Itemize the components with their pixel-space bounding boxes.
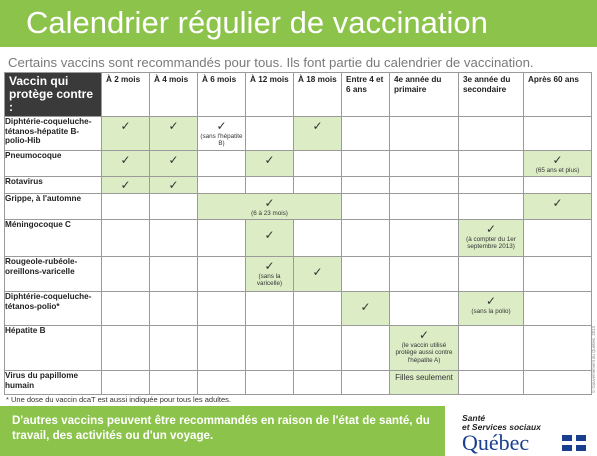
table-cell: [198, 177, 246, 194]
table-cell: [102, 194, 150, 220]
table-cell: [294, 292, 342, 326]
check-icon: ✓: [264, 153, 275, 167]
table-cell: [294, 326, 342, 371]
table-cell: [342, 177, 390, 194]
column-header: À 2 mois: [102, 73, 150, 117]
table-cell: [150, 194, 198, 220]
footnote: * Une dose du vaccin dcaT est aussi indiquée pour tous les adultes.: [6, 395, 231, 404]
row-label: Virus du papillome humain: [5, 371, 102, 395]
cell-note: (à compter du 1er septembre 2013): [466, 236, 516, 251]
table-cell: [524, 257, 592, 292]
column-header: À 6 mois: [198, 73, 246, 117]
table-cell: [102, 117, 150, 151]
table-cell: [198, 371, 246, 395]
table-row: [5, 117, 592, 151]
table-cell: [459, 220, 524, 257]
table-cell: [102, 151, 150, 177]
table-cell: [390, 177, 459, 194]
check-icon: ✓: [312, 265, 323, 279]
check-icon: ✓: [552, 196, 563, 210]
header-row: [5, 73, 592, 117]
table-cell: [459, 292, 524, 326]
table-cell: [342, 326, 390, 371]
table-cell: [102, 326, 150, 371]
column-header: 3e année du secondaire: [459, 73, 524, 117]
table-cell: [342, 220, 390, 257]
table-row: [5, 177, 592, 194]
cell-note: Filles seulement: [395, 373, 453, 382]
table-cell: [390, 117, 459, 151]
table-cell: [246, 292, 294, 326]
column-header: 4e année du primaire: [390, 73, 459, 117]
cell-note: (65 ans et plus): [535, 167, 580, 174]
table-cell: [246, 220, 294, 257]
logo-line-1: Santé: [462, 413, 486, 423]
table-cell: [102, 257, 150, 292]
check-icon: ✓: [418, 328, 430, 342]
table-cell: [150, 220, 198, 257]
table-row: [5, 257, 592, 292]
table-cell: [294, 177, 342, 194]
row-label: Rotavirus: [5, 177, 102, 194]
row-label: Grippe, à l'automne: [5, 194, 102, 220]
table-cell: [294, 151, 342, 177]
table-cell: [150, 326, 198, 371]
table-cell: [524, 117, 592, 151]
check-icon: ✓: [264, 196, 275, 210]
table-cell: [524, 194, 592, 220]
table-cell: [198, 257, 246, 292]
page-subtitle: Certains vaccins sont recommandés pour tous. Ils font partie du calendrier de vaccination.: [8, 55, 534, 70]
table-cell: [390, 220, 459, 257]
page-title: Calendrier régulier de vaccination: [26, 5, 488, 40]
table-row: [5, 292, 592, 326]
check-icon: ✓: [264, 228, 275, 242]
check-icon: ✓: [216, 119, 227, 133]
logo-line-2: et Services sociaux: [462, 422, 541, 432]
table-cell: [524, 326, 592, 371]
table-cell: [102, 177, 150, 194]
table-cell: [459, 326, 524, 371]
table-cell: [459, 177, 524, 194]
check-icon: ✓: [168, 178, 179, 192]
check-icon: ✓: [264, 259, 275, 273]
table-cell: [294, 220, 342, 257]
table-cell: [342, 371, 390, 395]
quebec-flag-icon: [562, 435, 586, 451]
table-cell: [524, 220, 592, 257]
row-label: Pneumocoque: [5, 151, 102, 177]
table-cell: [459, 194, 524, 220]
table-cell: [524, 371, 592, 395]
table-cell: [150, 257, 198, 292]
table-cell: [459, 257, 524, 292]
cell-note: (sans l'hépatite B): [200, 133, 243, 148]
row-label: Diphtérie-coqueluche-tétanos-polio*: [5, 292, 102, 326]
table-row: [5, 326, 592, 371]
table-cell: [459, 371, 524, 395]
table-cell: [246, 117, 294, 151]
check-icon: ✓: [120, 119, 131, 133]
check-icon: ✓: [360, 300, 371, 314]
table-cell: [294, 257, 342, 292]
logo-name: Québec: [462, 430, 530, 455]
check-icon: ✓: [485, 294, 497, 308]
table-cell: [246, 371, 294, 395]
table-cell: [524, 177, 592, 194]
table-cell: [246, 326, 294, 371]
quebec-logo: [462, 413, 592, 453]
table-row: [5, 220, 592, 257]
row-label: Rougeole-rubéole-oreillons-varicelle: [5, 257, 102, 292]
cell-note: (sans la polio): [471, 308, 511, 315]
check-icon: ✓: [120, 178, 131, 192]
bottom-banner: [0, 406, 445, 456]
header-bar: [0, 0, 597, 47]
table-cell: [342, 194, 390, 220]
table-cell: [390, 371, 459, 395]
table-cell: [524, 292, 592, 326]
check-icon: ✓: [552, 153, 563, 167]
cell-note: (le vaccin utilisé protège aussi contre l'hépatite A): [395, 342, 453, 364]
row-label: Diphtérie-coqueluche-tétanos-hépatite B-polio-Hib: [5, 117, 102, 151]
column-header: À 18 mois: [294, 73, 342, 117]
table-cell: [150, 177, 198, 194]
table-cell: [342, 292, 390, 326]
table-cell: [198, 117, 246, 151]
table-cell: [342, 257, 390, 292]
check-icon: ✓: [168, 153, 179, 167]
table-cell: [294, 371, 342, 395]
table-cell: [342, 117, 390, 151]
table-cell: [150, 151, 198, 177]
check-icon: ✓: [485, 222, 497, 236]
table-cell: [246, 257, 294, 292]
column-header: Entre 4 et 6 ans: [342, 73, 390, 117]
cell-note: (sans la varicelle): [256, 273, 283, 288]
corner-header: Vaccin qui protège contre :: [5, 73, 102, 117]
table-cell: [524, 151, 592, 177]
table-cell: [150, 117, 198, 151]
cell-note: (6 à 23 mois): [251, 210, 288, 217]
column-header: À 12 mois: [246, 73, 294, 117]
table-cell: [459, 151, 524, 177]
table-cell: [198, 326, 246, 371]
copyright-credit: © Gouvernement du Québec, 2013: [591, 326, 596, 393]
table-cell: [294, 117, 342, 151]
table-cell: [150, 292, 198, 326]
table-cell: [246, 177, 294, 194]
table-cell: [246, 151, 294, 177]
table-cell: [198, 220, 246, 257]
table-cell: [390, 292, 459, 326]
table-cell: [102, 292, 150, 326]
table-cell: [198, 194, 342, 220]
table-cell: [390, 151, 459, 177]
row-label: Hépatite B: [5, 326, 102, 371]
check-icon: ✓: [312, 119, 323, 133]
table-row: [5, 151, 592, 177]
table-cell: [342, 151, 390, 177]
check-icon: ✓: [120, 153, 131, 167]
table-cell: [459, 117, 524, 151]
column-header: À 4 mois: [150, 73, 198, 117]
table-cell: [390, 194, 459, 220]
table-row: [5, 194, 592, 220]
table-row: [5, 371, 592, 395]
banner-text: D'autres vaccins peuvent être recommandés en raison de l'état de santé, du travail, des activités ou d'un voyage.: [12, 414, 430, 442]
vaccination-schedule-table: [4, 72, 592, 395]
table-cell: [198, 292, 246, 326]
table-cell: [390, 257, 459, 292]
table-cell: [150, 371, 198, 395]
table-cell: [102, 371, 150, 395]
column-header: Après 60 ans: [524, 73, 592, 117]
check-icon: ✓: [168, 119, 179, 133]
table-cell: [198, 151, 246, 177]
table-cell: [102, 220, 150, 257]
row-label: Méningocoque C: [5, 220, 102, 257]
table-cell: [390, 326, 459, 371]
